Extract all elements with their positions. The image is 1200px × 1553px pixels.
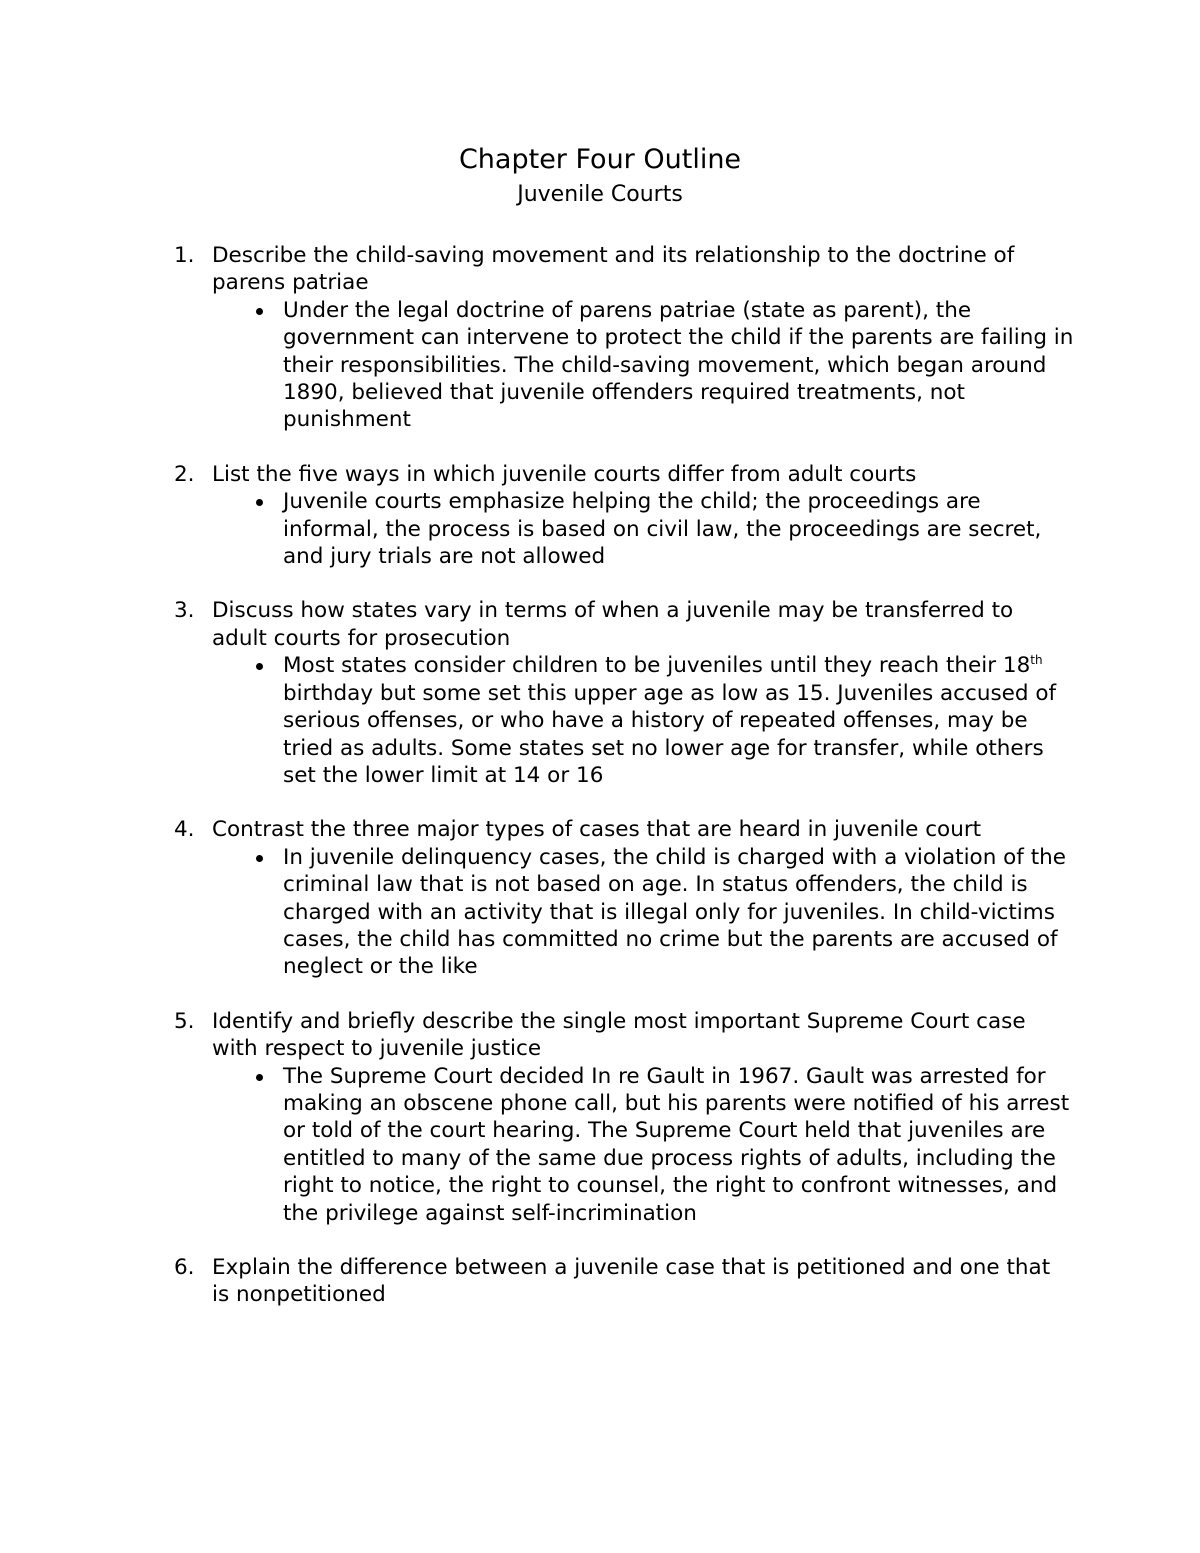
item-number: 3. [174, 598, 195, 624]
item-question: Contrast the three major types of cases that are heard in juvenile court [212, 817, 982, 843]
item-question: Explain the difference between a juvenile case that is petitioned and one that is nonpetitioned [212, 1255, 1051, 1308]
answer-text: The Supreme Court decided In re Gault in 1967. Gault was arrested for making an obscene phone call, but his parents were notified of his arrest or told of the court hearing. The Supreme Court held that juveniles are entitled to many of the same due process rights of adults, including the right to notice, the right to counsel, the right to confront witnesses, and the privilege against self-incrimination [283, 1063, 1070, 1226]
answer-text [283, 653, 1056, 788]
answer-bullet [212, 297, 1074, 434]
item-number: 2. [174, 461, 195, 487]
answer-list [212, 297, 1074, 434]
answer-list [212, 844, 1074, 981]
item-question: Discuss how states vary in terms of when a juvenile may be transferred to adult courts for prosecution [212, 598, 1014, 651]
outline-list [174, 242, 1074, 1336]
item-number: 1. [174, 243, 195, 268]
answer-list [212, 488, 1074, 570]
item-number: 6. [174, 1255, 195, 1280]
outline-item-5 [174, 1008, 1074, 1227]
answer-list [212, 1063, 1074, 1227]
outline-item-4 [174, 816, 1074, 980]
answer-text-part: Most states consider children to be juveniles until they reach their 18 [283, 653, 1031, 679]
bullet-icon [256, 855, 263, 862]
document-subtitle: Juvenile Courts [517, 182, 683, 207]
answer-text: In juvenile delinquency cases, the child is charged with a violation of the criminal law that is not based on age. In status offenders, the child is charged with an activity that is illegal only for juveniles. In child-victims cases, the child has committed no crime but the parents are accused of neglect or the like [283, 844, 1066, 980]
document-title: Chapter Four Outline [458, 144, 742, 175]
item-question: Describe the child-saving movement and its relationship to the doctrine of parens patriae [212, 243, 1015, 296]
outline-item-6 [174, 1254, 1074, 1309]
item-number: 5. [174, 1008, 195, 1034]
outline-item-1 [174, 242, 1074, 434]
answer-text: Juvenile courts emphasize helping the child; the proceedings are informal, the process is based on civil law, the proceedings are secret, and jury trials are not allowed [283, 489, 1042, 570]
bullet-icon [256, 499, 263, 506]
item-question: Identify and briefly describe the single most important Supreme Court case with respect to juvenile justice [212, 1008, 1026, 1062]
superscript: th [1030, 653, 1043, 668]
answer-bullet [212, 844, 1074, 981]
answer-bullet [212, 1063, 1074, 1227]
answer-bullet [212, 488, 1074, 570]
item-question: List the five ways in which juvenile courts differ from adult courts [212, 461, 917, 487]
answer-text: Under the legal doctrine of parens patriae (state as parent), the government can intervene to protect the child if the parents are failing in their responsibilities. The child-saving movement, which began around 1890, believed that juvenile offenders required treatments, not punishment [283, 297, 1074, 433]
bullet-icon [256, 308, 263, 315]
answer-bullet [212, 652, 1074, 789]
outline-item-2 [174, 461, 1074, 571]
bullet-icon [256, 1074, 263, 1081]
bullet-icon [256, 663, 263, 670]
answer-list [212, 652, 1074, 789]
answer-text-part: birthday but some set this upper age as low as 15. Juveniles accused of serious offenses, or who have a history of repeated offenses, may be tried as adults. Some states set no lower age for transfer, while others set the lower limit at 14 or 16 [283, 680, 1057, 788]
item-number: 4. [174, 817, 195, 843]
outline-item-3 [174, 597, 1074, 789]
